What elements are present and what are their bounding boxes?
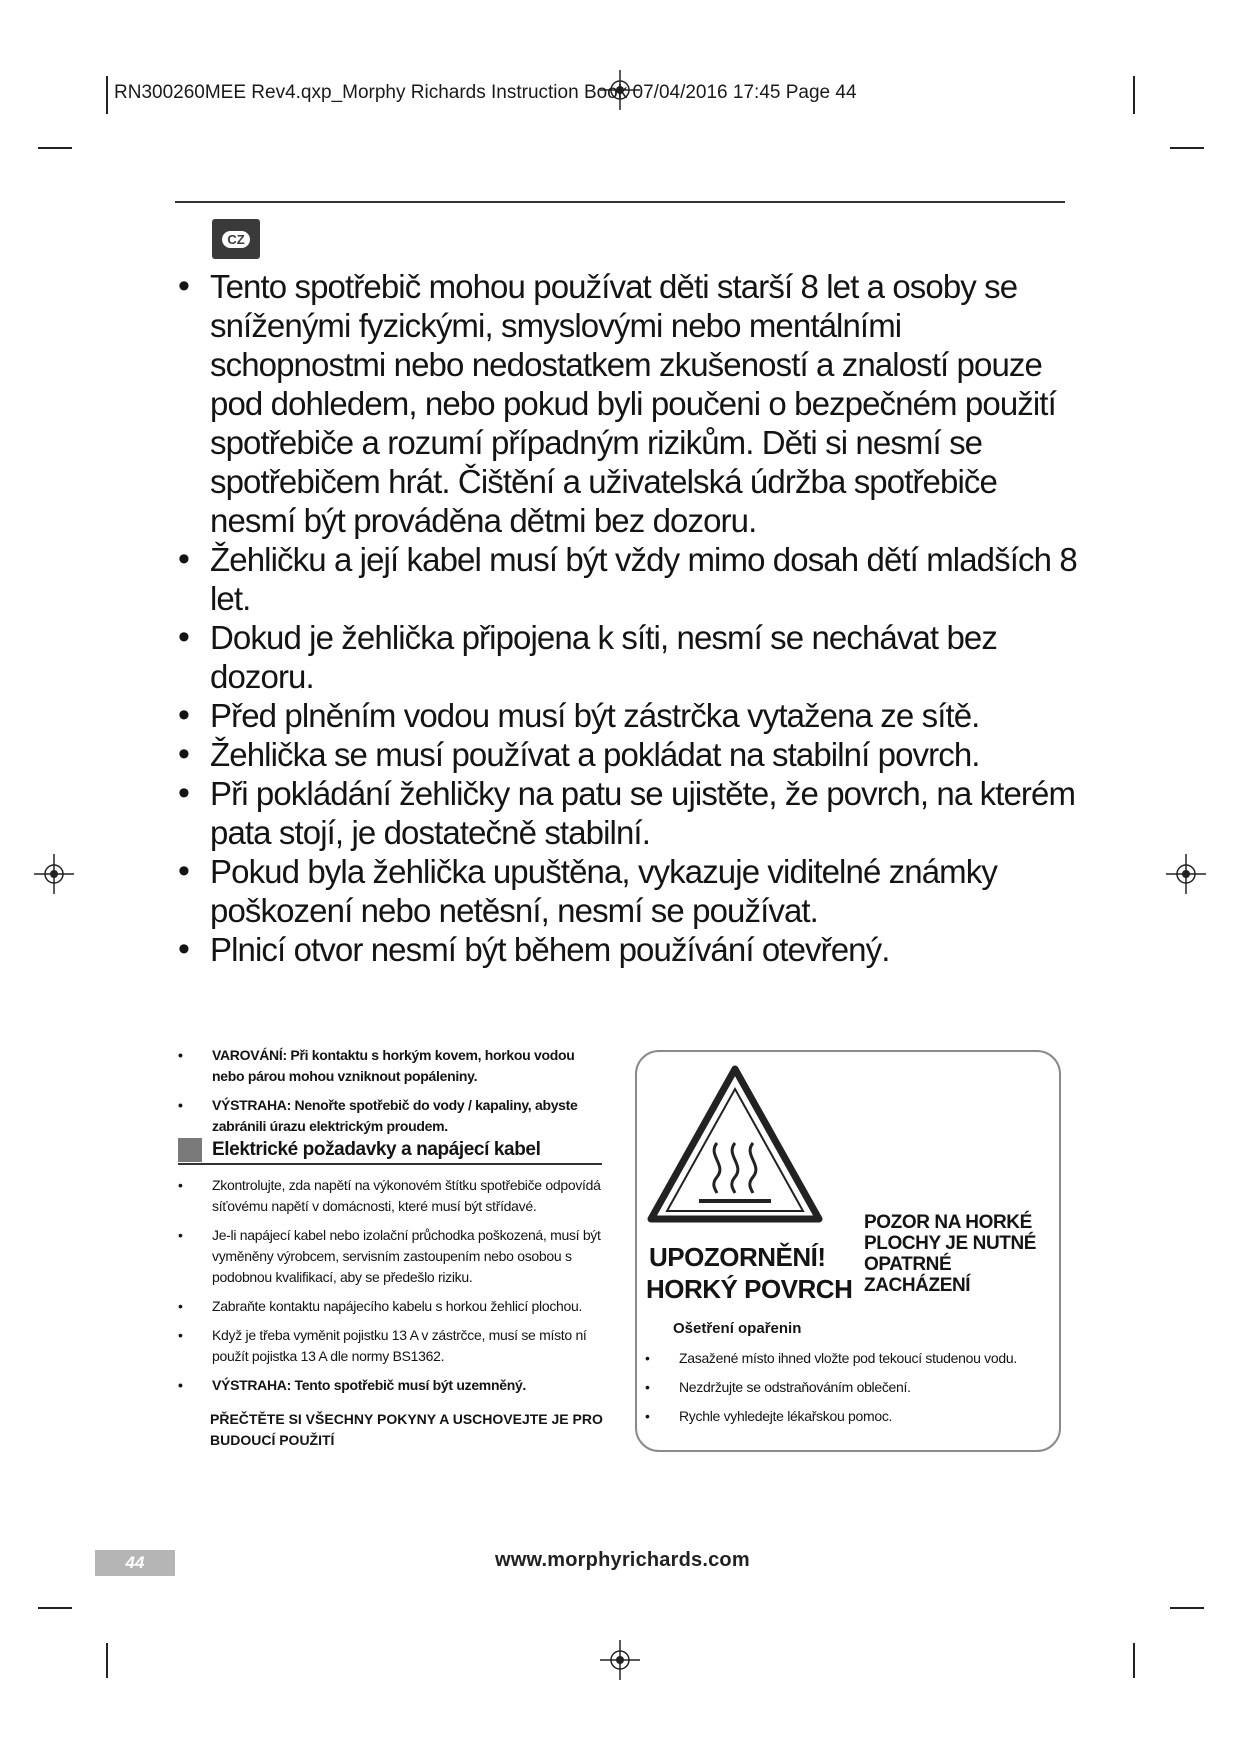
hot-surface-warning-icon [645, 1063, 825, 1226]
electrical-item: • Je-li napájecí kabel nebo izolační průchodka poškozená, musí být vyměněny výrobcem, servisním zastoupením nebo osobou s podobnou kvalifikací, aby se předešlo riziku. [178, 1225, 608, 1288]
electrical-item: • Zkontrolujte, zda napětí na výkonovém štítku spotřebiče odpovídá síťovému napětí v domácnosti, které musí být střídavé. [178, 1175, 608, 1217]
crop-mark [1133, 1643, 1135, 1678]
safety-list [178, 267, 1078, 969]
burn-treatment-list [645, 1348, 1045, 1435]
electrical-list [178, 1175, 608, 1404]
treatment-item: • Zasažené místo ihned vložte pod tekoucí studenou vodu. [645, 1348, 1045, 1369]
safety-item: • Žehlička se musí používat a pokládat na stabilní povrch. [178, 735, 1078, 774]
electrical-item: • VÝSTRAHA: Tento spotřebič musí být uzemněný. [178, 1375, 608, 1396]
treatment-item: • Nezdržujte se odstraňováním oblečení. [645, 1377, 1045, 1398]
warning-item: • VAROVÁNÍ: Při kontaktu s horkým kovem, horkou vodou nebo párou mohou vzniknout popáleniny. [178, 1045, 598, 1087]
warning-list [178, 1045, 598, 1145]
print-slug: RN300260MEE Rev4.qxp_Morphy Richards Instruction Book 07/04/2016 17:45 Page 44 [114, 82, 857, 103]
registration-mark-icon [600, 1640, 640, 1680]
burn-treatment-title: Ošetření opařenin [673, 1320, 802, 1337]
crop-mark [1170, 147, 1204, 149]
section-heading [178, 1137, 602, 1165]
crop-mark [1170, 1607, 1204, 1609]
safety-item: • Plnicí otvor nesmí být během používání otevřený. [178, 930, 1078, 969]
crop-mark [106, 76, 108, 114]
hot-warning-line2: HORKÝ POVRCH [646, 1274, 853, 1304]
electrical-item: • Zabraňte kontaktu napájecího kabelu s horkou žehlicí plochou. [178, 1296, 608, 1317]
website-url[interactable]: www.morphyrichards.com [495, 1549, 750, 1571]
safety-item: • Před plněním vodou musí být zástrčka vytažena ze sítě. [178, 696, 1078, 735]
crop-mark [38, 1607, 72, 1609]
crop-mark [1133, 76, 1135, 114]
safety-item: • Pokud byla žehlička upuštěna, vykazuje viditelné známky poškození nebo netěsní, nesmí se používat. [178, 852, 1078, 930]
top-rule [175, 201, 1065, 203]
crop-mark [106, 1643, 108, 1678]
hot-warning-line1: UPOZORNĚNÍ! [649, 1242, 826, 1272]
registration-mark-icon [34, 854, 74, 894]
section-marker [178, 1138, 202, 1162]
treatment-item: • Rychle vyhledejte lékařskou pomoc. [645, 1406, 1045, 1427]
warning-item: • VÝSTRAHA: Nenořte spotřebič do vody / kapaliny, abyste zabránili úrazu elektrickým proudem. [178, 1095, 598, 1137]
crop-mark [38, 147, 72, 149]
safety-item: • Při pokládání žehličky na patu se ujistěte, že povrch, na kterém pata stojí, je dostatečně stabilní. [178, 774, 1078, 852]
read-instructions-note: PŘEČTĚTE SI VŠECHNY POKYNY A USCHOVEJTE JE PRO BUDOUCÍ POUŽITÍ [210, 1411, 603, 1448]
safety-item: • Tento spotřebič mohou používat děti starší 8 let a osoby se sníženými fyzickými, smyslovými nebo mentálními schopnostmi nebo nedostatkem zkušeností a znalostí pouze pod dohledem, nebo pokud byli poučeni o bezpečném použití spotřebiče a rozumí případným rizikům. Děti si nesmí se spotřebičem hrát. Čištění a uživatelská údržba spotřebiče nesmí být prováděna dětmi bez dozoru. [178, 267, 1078, 540]
language-badge [212, 219, 260, 259]
language-code: CZ [222, 231, 249, 248]
registration-mark-icon [1166, 854, 1206, 894]
electrical-item: • Když je třeba vyměnit pojistku 13 A v zástrčce, musí se místo ní použít pojistka 13 A dle normy BS1362. [178, 1325, 608, 1367]
hot-caution-text: POZOR NA HORKÉ PLOCHY JE NUTNÉ OPATRNÉ ZACHÁZENÍ [864, 1212, 1037, 1296]
section-title: Elektrické požadavky a napájecí kabel [212, 1139, 541, 1160]
safety-item: • Dokud je žehlička připojena k síti, nesmí se nechávat bez dozoru. [178, 618, 1078, 696]
safety-item: • Žehličku a její kabel musí být vždy mimo dosah dětí mladších 8 let. [178, 540, 1078, 618]
page-number: 44 [95, 1550, 175, 1576]
